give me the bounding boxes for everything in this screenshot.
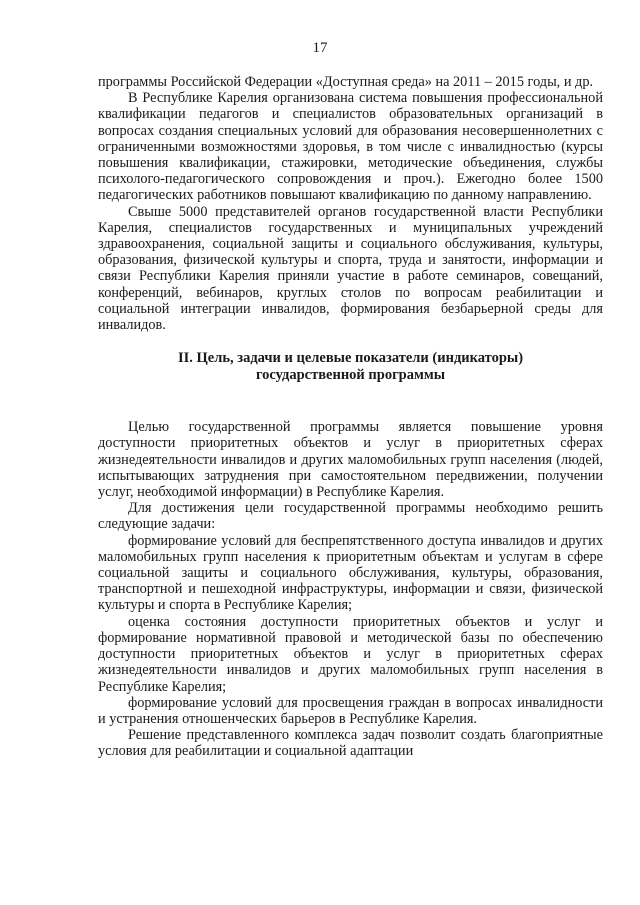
section-heading-line-2: государственной программы bbox=[255, 367, 446, 384]
document-body bbox=[98, 74, 603, 760]
paragraph-continuation: программы Российской Федерации «Доступная среда» на 2011 – 2015 годы, и др. bbox=[98, 74, 594, 90]
paragraph-tasks-intro: Для достижения цели государственной программы необходимо решить следующие задачи: bbox=[98, 500, 603, 533]
paragraph-goal: Целью государственной программы является повышение уровня доступности приоритетных объектов и услуг в приоритетных сферах жизнедеятельности инвалидов и других маломобильных групп населения (людей, испытывающих затруднения при самостоятельном передвижении, получении услуг, необходимой информации) в Республике Карелия. bbox=[98, 419, 603, 501]
paragraph-seminars: Свыше 5000 представителей органов государственной власти Республики Карелия, специалистов государственных и муниципальных учреждений здравоохранения, социальной защиты и социального обслуживания, культуры, образования, физической культуры и спорта, труда и занятости, информации и связи Республики Карелия приняли участие в работе семинаров, совещаний, конференций, вебинаров, круглых столов по вопросам реабилитации и социальной интеграции инвалидов, формирования безбарьерной среды для инвалидов. bbox=[98, 203, 603, 334]
paragraph-solution: Решение представленного комплекса задач позволит создать благоприятные условия для реабилитации и социальной адаптации bbox=[98, 727, 603, 760]
paragraph-task-1: формирование условий для беспрепятственного доступа инвалидов и других маломобильных групп населения к приоритетным объектам и услугам в сфере социальной защиты и социального обслуживания, культуры, образования, транспортной и пешеходной инфраструктуры, информации и связи, физической культуры и спорта в Республике Карелия; bbox=[98, 532, 603, 614]
paragraph-qualification: В Республике Карелия организована система повышения профессиональной квалификации педагогов и специалистов образовательных организаций в вопросах создания специальных условий для образования несовершеннолетних с ограниченными возможностями здоровья, в том числе с инвалидностью (курсы повышения квалификации, стажировки, методические объединения, службы психолого-педагогического сопровождения и проч.). Ежегодно более 1500 педагогических работников повышают квалификацию по данному направлению. bbox=[98, 90, 603, 204]
paragraph-task-2: оценка состояния доступности приоритетных объектов и услуг и формирование нормативной правовой и методической базы по обеспечению доступности приоритетных объектов и услуг в приоритетных сферах жизнедеятельности инвалидов и других маломобильных групп населения в Республике Карелия; bbox=[98, 613, 603, 695]
paragraph-task-3: формирование условий для просвещения граждан в вопросах инвалидности и устранения отношенческих барьеров в Республике Карелия. bbox=[98, 694, 603, 727]
section-heading bbox=[98, 350, 603, 384]
section-heading-line-1: II. Цель, задачи и целевые показатели (индикаторы) bbox=[177, 350, 524, 367]
page-number: 17 bbox=[312, 40, 328, 56]
